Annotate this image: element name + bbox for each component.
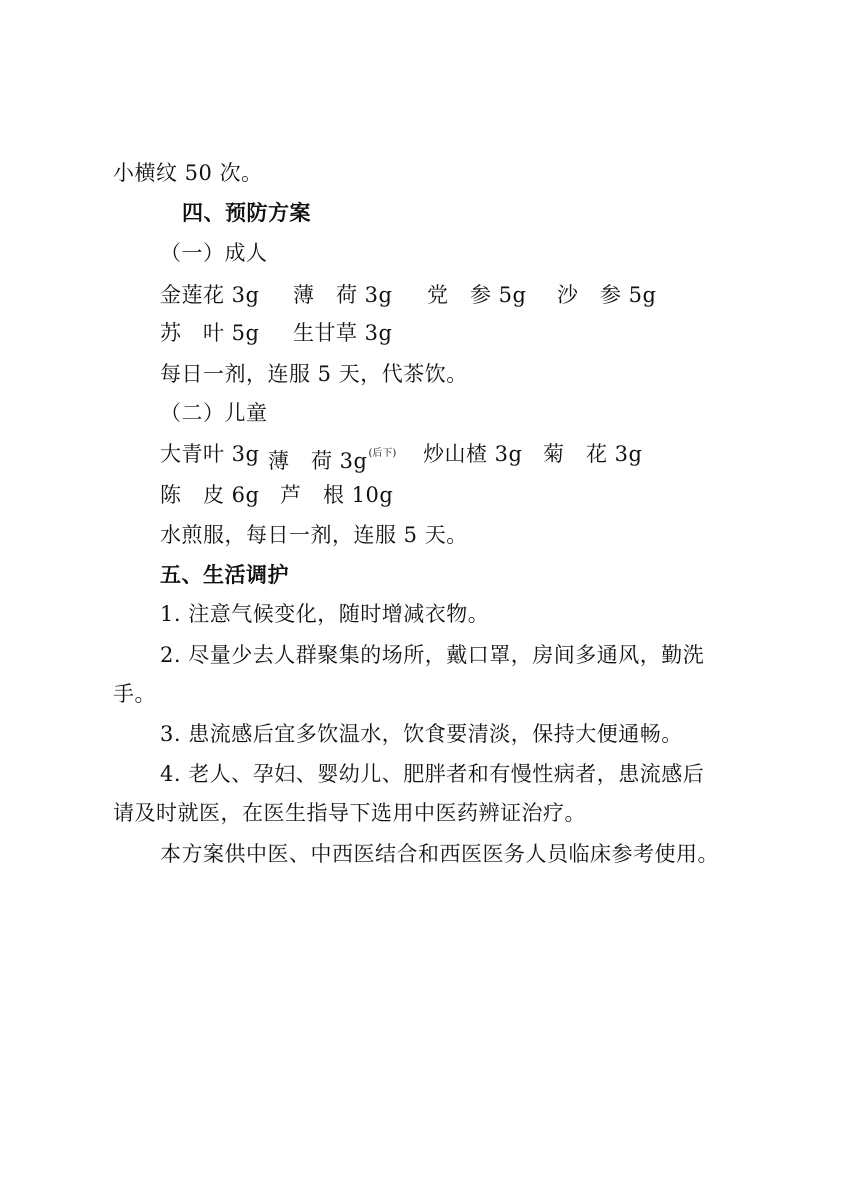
herb-item: 苏 叶 5g (160, 321, 260, 345)
care-item-4-line-2: 请及时就医，在医生指导下选用中医药辨证治疗。 (113, 801, 586, 825)
herb-item: 菊 花 3g (543, 442, 643, 466)
adults-herb-row-2 (160, 318, 392, 348)
care-item-2-line-2: 手。 (113, 682, 156, 706)
adults-heading: （一）成人 (160, 241, 268, 265)
care-item-1: 1. 注意气候变化，随时增减衣物。 (160, 602, 490, 626)
care-item-3: 3. 患流感后宜多饮温水，饮食要清淡，保持大便通畅。 (160, 722, 683, 746)
herb-item: 陈 皮 6g (160, 483, 260, 507)
continued-text-line: 小横纹 50 次。 (113, 161, 263, 185)
herb-label: 薄 荷 3g (268, 449, 368, 473)
care-item-2-line-1: 2. 尽量少去人群聚集的场所，戴口罩，房间多通风，勤洗 (160, 643, 705, 667)
children-herb-row-2 (160, 480, 393, 510)
children-heading: （二）儿童 (160, 401, 268, 425)
closing-note: 本方案供中医、中西医结合和西医医务人员临床参考使用。 (160, 842, 719, 866)
herb-item: 薄 荷 3g (293, 283, 393, 307)
section-5-title: 五、生活调护 (160, 563, 289, 587)
adults-usage: 每日一剂，连服 5 天，代茶饮。 (160, 362, 468, 386)
care-item-4-line-1: 4. 老人、孕妇、婴幼儿、肥胖者和有慢性病者，患流感后 (160, 762, 705, 786)
herb-item: 炒山楂 3g (423, 442, 523, 466)
herb-item: 党 参 5g (427, 283, 527, 307)
children-usage: 水煎服，每日一剂，连服 5 天。 (160, 523, 468, 547)
herb-item: 沙 参 5g (557, 283, 657, 307)
herb-item: 金莲花 3g (160, 283, 260, 307)
adults-herb-row-1 (160, 280, 656, 310)
herb-item-with-note (268, 439, 423, 476)
herb-item: 芦 根 10g (280, 483, 394, 507)
section-4-title: 四、预防方案 (182, 201, 311, 225)
herb-item: 生甘草 3g (293, 321, 393, 345)
children-herb-row-1 (160, 439, 642, 476)
herb-note: (后下) (368, 448, 397, 459)
herb-item: 大青叶 3g (160, 442, 260, 466)
